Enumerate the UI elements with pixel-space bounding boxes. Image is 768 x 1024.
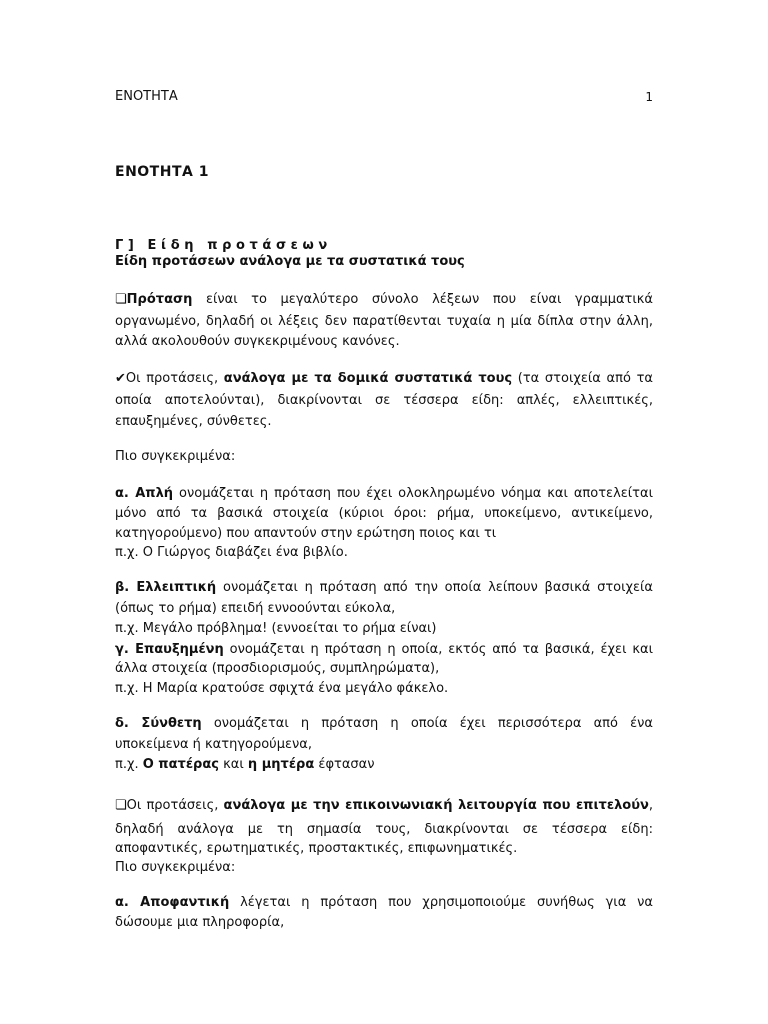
bold-run: α. Αποφαντική: [115, 895, 230, 910]
text-run: Οι προτάσεις,: [125, 371, 224, 386]
text-run: αποφαντικές, ερωτηματικές, προστακτικές, επιφωνηματικές.: [115, 841, 518, 856]
text-run: π.χ. Μεγάλο πρόβλημα! (εννοείται το ρήμα είναι): [115, 621, 437, 636]
box-bullet-icon: ❏: [115, 292, 127, 307]
text-line-f2: [115, 915, 653, 931]
text-run: ονομάζεται η πρόταση από την οποία λείπουν βασικά στοιχεία: [216, 580, 653, 595]
text-run: επαυξημένες, σύνθετες.: [115, 414, 272, 429]
bold-run: β. Ελλειπτική: [115, 580, 217, 595]
text-run: οποία αποτελούνται), διακρίνονται σε τέσσερα είδη: απλές, ελλειπτικές,: [115, 393, 653, 408]
text-line-a1: [115, 486, 653, 502]
bold-run: δ. Σύνθετη: [115, 716, 202, 731]
text-run: δώσουμε μια πληροφορία,: [115, 915, 285, 930]
text-run: π.χ. Ο Γιώργος διαβάζει ένα βιβλίο.: [115, 545, 348, 560]
text-run: οργανωμένο, δηλαδή οι λέξεις δεν παρατίθενται τυχαία η μία δίπλα στην άλλη,: [115, 314, 653, 329]
text-run: κατηγορούμενο) που απαντούν στην ερώτηση ποιος και τι: [115, 526, 497, 541]
text-line-d1: [115, 716, 653, 732]
text-line-p3: [115, 449, 653, 465]
text-run: (τα στοιχεία από τα: [512, 371, 653, 386]
text-run: και: [219, 757, 248, 772]
bold-run: η μητέρα: [247, 757, 315, 772]
text-line-d2: [115, 737, 653, 753]
text-run: ,: [648, 798, 653, 813]
text-line-a4: [115, 545, 653, 561]
text-line-b3: [115, 621, 653, 637]
text-line-c1: [115, 642, 653, 658]
text-line-a2: [115, 506, 653, 522]
box-bullet-icon: ❏: [115, 798, 127, 813]
text-run: Πιο συγκεκριμένα:: [115, 860, 236, 875]
text-line-p1a: [115, 292, 653, 308]
text-line-d3: [115, 757, 653, 773]
text-line-a3: [115, 526, 653, 542]
text-line-p2a: [115, 371, 653, 387]
text-line-p2c: [115, 414, 653, 430]
bold-run: ανάλογα με τα δομικά συστατικά τους: [223, 371, 513, 386]
text-line-c3: [115, 681, 653, 697]
text-line-c2: [115, 661, 653, 677]
text-run: είναι το μεγαλύτερο σύνολο λέξεων που είναι γραμματικά: [192, 292, 653, 307]
text-line-f1: [115, 895, 653, 911]
bold-run: Ο πατέρας: [142, 757, 220, 772]
spaced-heading: Γ] Είδη προτάσεων: [115, 238, 332, 253]
text-line-b2: [115, 601, 653, 617]
bold-run: ανάλογα με την επικοινωνιακή λειτουργία που επιτελούν: [223, 798, 649, 813]
text-run: (όπως το ρήμα) επειδή εννοούνται εύκολα,: [115, 601, 396, 616]
text-line-e2: [115, 822, 653, 838]
text-run: ονομάζεται η πρόταση που έχει ολοκληρωμένο νόημα και αποτελείται: [173, 486, 653, 501]
text-run: Οι προτάσεις,: [126, 798, 224, 813]
text-line-p1b: [115, 314, 653, 330]
text-run: ονομάζεται η πρόταση η οποία έχει περισσότερα από ένα: [201, 716, 653, 731]
text-run: αλλά ακολουθούν συγκεκριμένους κανόνες.: [115, 334, 400, 349]
bold-run: Είδη προτάσεων ανάλογα με τα συστατικά τους: [115, 254, 465, 269]
text-run: Πιο συγκεκριμένα:: [115, 449, 236, 464]
text-run: ονομάζεται η πρόταση η οποία, εκτός από τα βασικά, έχει και: [223, 642, 653, 657]
text-line-b1: [115, 580, 653, 596]
text-line-e4: [115, 860, 653, 876]
bold-run: γ. Επαυξημένη: [115, 642, 224, 657]
text-run: λέγεται η πρόταση που χρησιμοποιούμε συνήθως για να: [229, 895, 653, 910]
text-run: π.χ.: [115, 757, 143, 772]
text-line-p1c: [115, 334, 653, 350]
text-line-e3: [115, 841, 653, 857]
text-line-subtitle: [115, 254, 653, 270]
text-run: μόνο από τα βασικά στοιχεία (κύριοι όροι: ρήμα, υποκείμενο, αντικείμενο,: [115, 506, 653, 521]
text-run: υποκείμενα ή κατηγορούμενα,: [115, 737, 312, 752]
check-mark-icon: ✔: [115, 371, 126, 386]
header-title: ΕΝΟΤΗΤΑ: [115, 89, 178, 104]
page-number: 1: [645, 90, 653, 104]
text-run: π.χ. Η Μαρία κρατούσε σφιχτά ένα μεγάλο φάκελο.: [115, 681, 449, 696]
text-run: έφτασαν: [314, 757, 375, 772]
bold-run: Πρόταση: [126, 292, 193, 307]
bold-run: α. Απλή: [115, 486, 174, 501]
text-run: άλλα στοιχεία (προσδιορισμούς, συμπληρώματα),: [115, 661, 440, 676]
text-run: δηλαδή ανάλογα με τη σημασία τους, διακρίνονται σε τέσσερα είδη:: [115, 822, 653, 837]
text-line-p2b: [115, 393, 653, 409]
text-line-e1: [115, 798, 653, 814]
section-title: ΕΝΟΤΗΤΑ 1: [115, 164, 209, 180]
